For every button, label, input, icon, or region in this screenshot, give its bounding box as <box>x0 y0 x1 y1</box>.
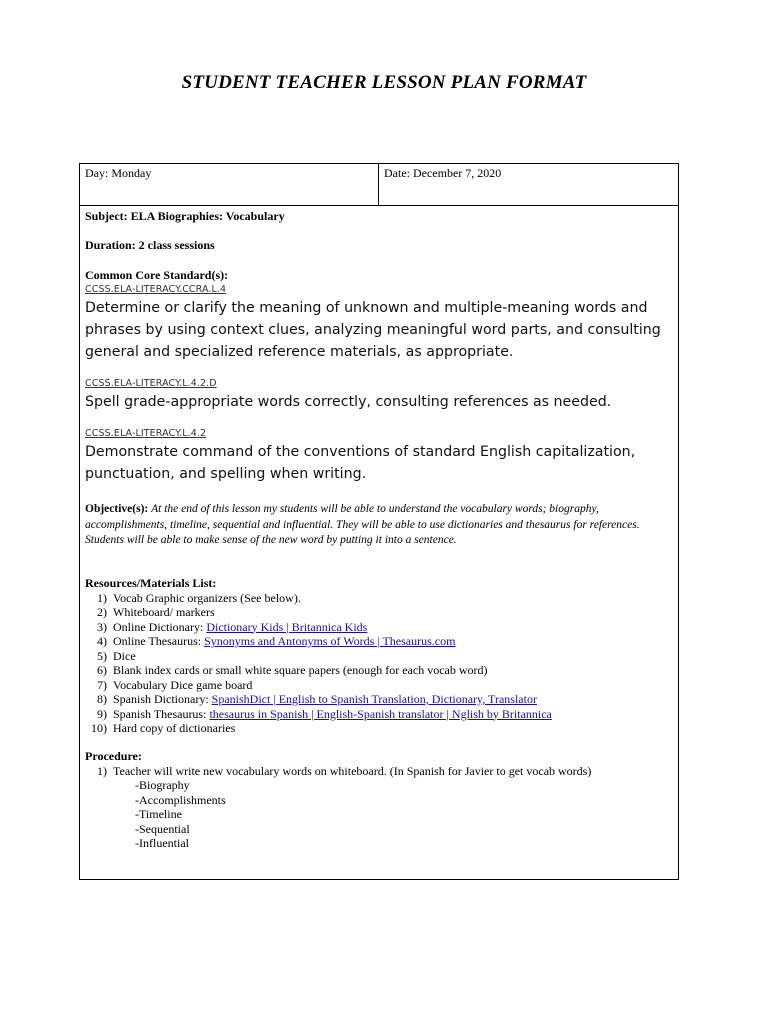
duration-line: Duration: 2 class sessions <box>85 238 215 252</box>
procedure-heading: Procedure: <box>85 748 142 763</box>
day-cell: Day: Monday <box>80 164 379 205</box>
standards-heading: Common Core Standard(s): <box>85 268 229 282</box>
header-row <box>80 164 678 206</box>
standard-code-link[interactable]: CCSS.ELA-LITERACY.L.4.2 <box>85 428 207 439</box>
standard-text: Determine or clarify the meaning of unknown and multiple-meaning words and phrases by using context clues, analyzing meaningful word parts, and consulting general and specialized reference materials, as appropriate. <box>85 300 661 360</box>
subject-line: Subject: ELA Biographies: Vocabulary <box>85 209 285 223</box>
objective-text: At the end of this lesson my students will be able to understand the vocabulary words; biography, accomplishments, timeline, sequential and influential. They will be able to use dictionaries and thesaurus for references. Students will be able to make sense of the new word by putting it into a sentence. <box>85 503 640 546</box>
list-item: 1) Vocab Graphic organizers (See below). <box>97 590 301 605</box>
resources-list <box>85 591 672 736</box>
list-item: 8) Spanish Dictionary: SpanishDict | English to Spanish Translation, Dictionary, Translator <box>97 692 537 706</box>
objective-paragraph <box>85 502 672 549</box>
standard-text: Spell grade-appropriate words correctly, consulting references as needed. <box>85 394 612 410</box>
standard-code-link[interactable]: CCSS.ELA-LITERACY.CCRA.L.4 <box>85 284 227 295</box>
resources-heading: Resources/Materials List: <box>85 575 217 590</box>
list-item: 4) Online Thesaurus: Synonyms and Antonyms of Words | Thesaurus.com <box>97 634 456 648</box>
list-item: 5) Dice <box>97 648 136 663</box>
lesson-body-cell <box>80 206 678 851</box>
vocab-word: -Timeline <box>135 807 182 821</box>
spanish-dictionary-link[interactable]: SpanishDict | English to Spanish Translation, Dictionary, Translator <box>211 692 537 706</box>
list-item: 6) Blank index cards or small white square papers (enough for each vocab word) <box>97 663 488 677</box>
vocab-word: -Biography <box>135 778 190 792</box>
spanish-thesaurus-link[interactable]: thesaurus in Spanish | English-Spanish translator | Nglish by Britannica <box>209 706 552 721</box>
vocab-word: -Influential <box>135 836 189 850</box>
list-item: 3) Online Dictionary: Dictionary Kids | Britannica Kids <box>97 619 368 634</box>
list-item: 1) Teacher will write new vocabulary words on whiteboard. (In Spanish for Javier to get vocab words) <box>97 763 592 778</box>
document-title: STUDENT TEACHER LESSON PLAN FORMAT <box>181 72 587 93</box>
thesaurus-link[interactable]: Synonyms and Antonyms of Words | Thesaurus.com <box>204 634 456 648</box>
list-item: 2) Whiteboard/ markers <box>97 605 215 619</box>
dictionary-link[interactable]: Dictionary Kids | Britannica Kids <box>206 619 368 634</box>
vocab-word-list <box>85 778 672 851</box>
date-cell: Date: December 7, 2020 <box>384 166 502 180</box>
list-item: 9) Spanish Thesaurus: thesaurus in Spanish | English-Spanish translator | Nglish by Britannica <box>97 706 552 721</box>
lesson-plan-table <box>79 163 679 880</box>
objective-label: Objective(s): <box>85 503 149 515</box>
vocab-word: -Sequential <box>135 821 190 836</box>
procedure-list <box>85 764 672 779</box>
vocab-word: -Accomplishments <box>135 792 226 807</box>
standard-text: Demonstrate command of the conventions of standard English capitalization, punctuation, and spelling when writing. <box>85 444 636 482</box>
standard-code-link[interactable]: CCSS.ELA-LITERACY.L.4.2.D <box>85 378 217 389</box>
list-item: 10) Hard copy of dictionaries <box>91 721 236 735</box>
list-item: 7) Vocabulary Dice game board <box>97 677 253 692</box>
